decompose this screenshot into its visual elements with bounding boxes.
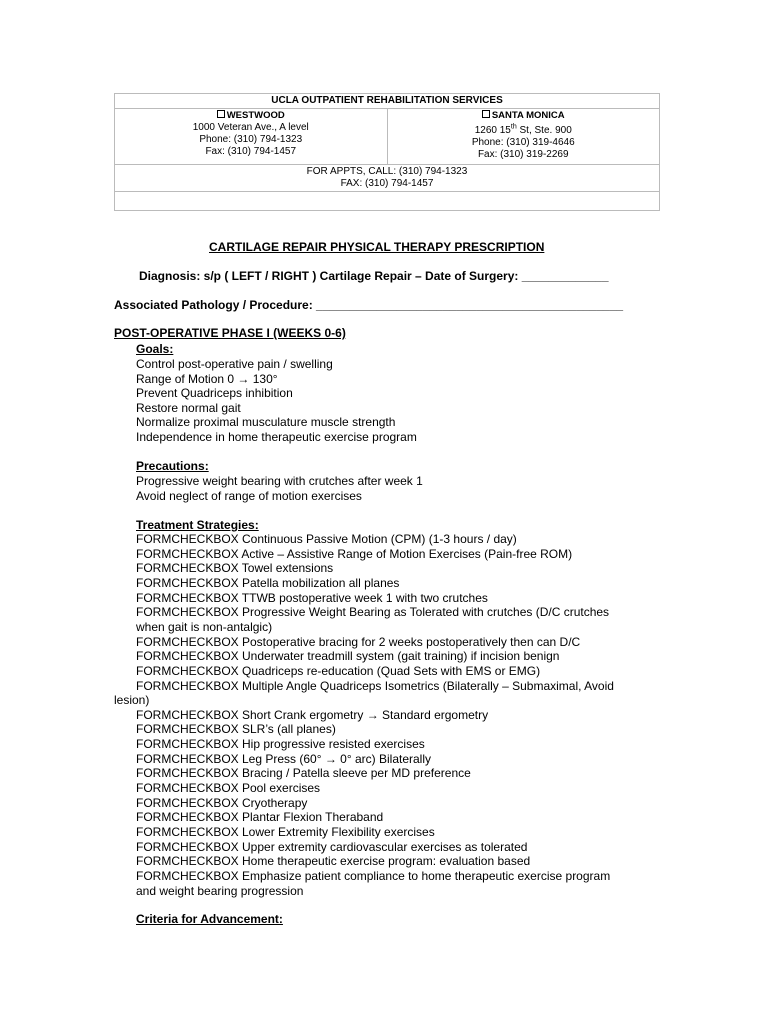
- strategy-item: FORMCHECKBOX Postoperative bracing for 2 weeks postoperatively then can D/C: [136, 634, 581, 649]
- santa-monica-fax: Fax: (310) 319-2269: [477, 149, 569, 160]
- checkbox-icon[interactable]: [217, 110, 225, 118]
- santa-monica-phone: Phone: (310) 319-4646: [471, 137, 575, 148]
- santa-monica-cell: [388, 109, 660, 164]
- goal-item: Restore normal gait: [136, 400, 241, 415]
- santa-monica-address: 1260 15th St, Ste. 900: [474, 123, 572, 136]
- strategy-item: FORMCHECKBOX Cryotherapy: [136, 795, 308, 810]
- strategy-item: FORMCHECKBOX Plantar Flexion Theraband: [136, 810, 384, 825]
- strategy-item: FORMCHECKBOX Home therapeutic exercise program: evaluation based: [136, 854, 531, 869]
- phase1-heading: POST-OPERATIVE PHASE I (WEEKS 0-6): [114, 326, 346, 340]
- checkbox-icon[interactable]: [482, 110, 490, 118]
- westwood-address: 1000 Veteran Ave., A level: [192, 122, 309, 133]
- santa-monica-name: SANTA MONICA: [491, 110, 565, 121]
- goal-item: Control post-operative pain / swelling: [136, 357, 333, 371]
- diagnosis-line: Diagnosis: s/p ( LEFT / RIGHT ) Cartilage Repair – Date of Surgery: _____________: [139, 269, 609, 283]
- page-title: CARTILAGE REPAIR PHYSICAL THERAPY PRESCRIPTION: [209, 240, 545, 254]
- strategy-item: FORMCHECKBOX Active – Assistive Range of Motion Exercises (Pain-free ROM): [136, 546, 573, 561]
- locations-row: [115, 109, 659, 165]
- strategy-item: FORMCHECKBOX Upper extremity cardiovascular exercises as tolerated: [136, 839, 528, 854]
- strategy-item: lesion): [114, 693, 150, 708]
- precaution-item: Progressive weight bearing with crutches after week 1: [136, 474, 423, 488]
- pathology-line: Associated Pathology / Procedure: ______________________________________________: [114, 298, 624, 312]
- criteria-heading: Criteria for Advancement:: [136, 912, 283, 926]
- precautions-heading: Precautions:: [136, 459, 209, 473]
- strategy-item: FORMCHECKBOX Towel extensions: [136, 561, 334, 576]
- strategy-item: FORMCHECKBOX Short Crank ergometry → Standard ergometry: [136, 707, 489, 722]
- strategy-item: FORMCHECKBOX TTWB postoperative week 1 with two crutches: [136, 590, 488, 605]
- westwood-cell: [115, 109, 388, 164]
- strategy-item: FORMCHECKBOX Lower Extremity Flexibility exercises: [136, 825, 435, 839]
- strategy-item: FORMCHECKBOX Leg Press (60° → 0° arc) Bilaterally: [136, 751, 432, 766]
- strategy-item: when gait is non-antalgic): [136, 619, 273, 634]
- goal-item: Range of Motion 0 → 130°: [136, 371, 278, 386]
- goals-heading: Goals:: [136, 342, 174, 356]
- goal-item: Independence in home therapeutic exercise program: [136, 430, 417, 444]
- westwood-phone: Phone: (310) 794-1323: [199, 134, 303, 145]
- goal-item: Prevent Quadriceps inhibition: [136, 386, 293, 401]
- strategy-item: FORMCHECKBOX Multiple Angle Quadriceps Isometrics (Bilaterally – Submaximal, Avoid: [136, 678, 614, 693]
- appointments-row: [115, 165, 659, 192]
- goal-item: Normalize proximal musculature muscle strength: [136, 415, 396, 430]
- westwood-fax: Fax: (310) 794-1457: [205, 146, 297, 157]
- appointments-phone: FOR APPTS, CALL: (310) 794-1323: [306, 166, 468, 177]
- strategy-item: FORMCHECKBOX Underwater treadmill system (gait training) if incision benign: [136, 649, 560, 664]
- strategy-item: and weight bearing progression: [136, 883, 304, 898]
- strategy-item: FORMCHECKBOX Emphasize patient compliance to home therapeutic exercise program: [136, 868, 611, 883]
- strategy-item: FORMCHECKBOX SLR’s (all planes): [136, 722, 336, 737]
- strategy-item: FORMCHECKBOX Bracing / Patella sleeve per MD preference: [136, 766, 471, 781]
- strategy-item: FORMCHECKBOX Continuous Passive Motion (CPM) (1-3 hours / day): [136, 532, 517, 546]
- clinic-header-table: [114, 93, 660, 211]
- precaution-item: Avoid neglect of range of motion exercises: [136, 488, 362, 503]
- strategy-item: FORMCHECKBOX Pool exercises: [136, 781, 321, 796]
- westwood-name: WESTWOOD: [226, 110, 285, 121]
- appointments-fax: FAX: (310) 794-1457: [340, 178, 434, 189]
- empty-row: [115, 192, 659, 210]
- strategy-item: FORMCHECKBOX Hip progressive resisted exercises: [136, 737, 425, 752]
- strategy-item: FORMCHECKBOX Quadriceps re-education (Quad Sets with EMS or EMG): [136, 663, 541, 678]
- strategy-item: FORMCHECKBOX Patella mobilization all planes: [136, 575, 400, 590]
- clinic-title: UCLA OUTPATIENT REHABILITATION SERVICES: [115, 94, 659, 109]
- strategies-heading: Treatment Strategies:: [136, 518, 259, 532]
- strategy-item: FORMCHECKBOX Progressive Weight Bearing as Tolerated with crutches (D/C crutches: [136, 605, 610, 620]
